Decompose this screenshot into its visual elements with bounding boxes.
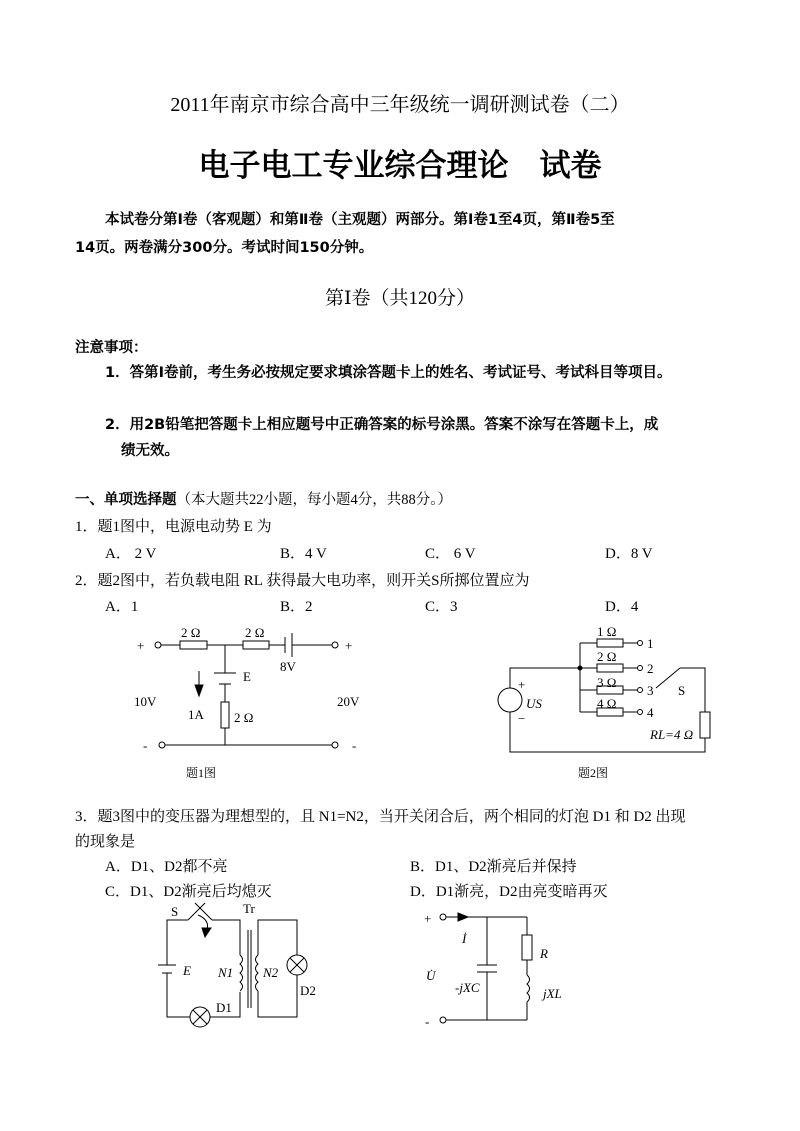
fig1-battery-label: 8V bbox=[280, 659, 296, 674]
fig3-d1-label: D1 bbox=[216, 1000, 232, 1015]
fig3-n1-label: N1 bbox=[218, 965, 234, 980]
fig4-cap-label: -jXC bbox=[455, 980, 480, 995]
fig2-r2-label: 2 Ω bbox=[597, 649, 617, 664]
q1-option-a: A． 2 V bbox=[105, 546, 157, 562]
q3-option-a: A．D1、D2都不亮 bbox=[105, 859, 228, 875]
fig1-emf-label: E bbox=[243, 669, 251, 684]
fig2-r3-label: 3 Ω bbox=[597, 675, 617, 690]
fig1-r1-label: 2 Ω bbox=[181, 625, 201, 640]
q2-option-d: D．4 bbox=[605, 599, 639, 615]
q2-option-b: B．2 bbox=[280, 599, 313, 615]
fig2-switch-blade bbox=[656, 668, 680, 688]
fig3-emf-label: E bbox=[183, 963, 191, 978]
q2-option-a: A．1 bbox=[105, 599, 139, 615]
fig2-plus: + bbox=[518, 677, 526, 692]
q1-stem: 1．题1图中，电源电动势 E 为 bbox=[75, 519, 272, 535]
figure-1-circuit bbox=[155, 633, 338, 748]
fig1-minus-left: - bbox=[143, 738, 148, 753]
note-2-line1: 2．用2B铅笔把答题卡上相应题号中正确答案的标号涂黑。答案不涂写在答题卡上，成 bbox=[105, 417, 659, 433]
fig1-r3-label: 2 Ω bbox=[234, 710, 254, 725]
q3-option-d: D．D1渐亮，D2由亮变暗再灭 bbox=[410, 884, 608, 900]
fig4-minus: - bbox=[425, 1014, 430, 1029]
section1-title: 一、单项选择题 bbox=[75, 492, 177, 508]
intro-line1: 本试卷分第Ⅰ卷（客观题）和第Ⅱ卷（主观题）两部分。第Ⅰ卷1至4页，第Ⅱ卷5至 bbox=[105, 212, 615, 228]
fig3-d2-label: D2 bbox=[300, 983, 316, 998]
fig2-r4-label: 4 Ω bbox=[597, 696, 617, 711]
fig1-current-label: 1A bbox=[188, 707, 204, 722]
fig4-res-label: R bbox=[540, 946, 548, 961]
q3-stem-line1: 3．题3图中的变压器为理想型的，且 N1=N2，当开关闭合后，两个相同的灯泡 D1 和 D2 出现 bbox=[75, 809, 686, 825]
fig1-minus-right: - bbox=[352, 738, 357, 753]
fig3-n2-label: N2 bbox=[263, 965, 279, 980]
note-1: 1．答第Ⅰ卷前，考生务必按规定要求填涂答题卡上的姓名、考试证号、考试科目等项目。 bbox=[105, 365, 672, 381]
fig1-plus-right: + bbox=[345, 638, 353, 653]
fig2-switch-label: S bbox=[678, 683, 686, 698]
q2-stem: 2．题2图中，若负载电阻 RL 获得最大电功率，则开关S所掷位置应为 bbox=[75, 573, 530, 589]
intro-line2: 14页。两卷满分300分。考试时间150分钟。 bbox=[75, 240, 374, 256]
fig2-terminal-1: 1 bbox=[647, 636, 654, 651]
fig1-left-voltage: 10V bbox=[134, 694, 157, 709]
q2-option-c: C．3 bbox=[425, 599, 458, 615]
figure-4-circuit bbox=[440, 913, 532, 1023]
fig1-right-voltage: 20V bbox=[337, 694, 360, 709]
fig4-plus: + bbox=[424, 911, 432, 926]
exam-subtitle: 2011年南京市综合高中三年级统一调研测试卷（二） bbox=[170, 94, 630, 116]
fig4-current-label: İ bbox=[462, 931, 467, 946]
q3-option-b: B．D1、D2渐亮后并保持 bbox=[410, 859, 577, 875]
fig1-caption: 题1图 bbox=[186, 766, 217, 780]
q1-option-c: C． 6 V bbox=[425, 546, 476, 562]
fig1-plus-left: + bbox=[137, 638, 145, 653]
notes-title: 注意事项： bbox=[75, 340, 148, 356]
fig2-terminal-4: 4 bbox=[647, 705, 654, 720]
fig1-r2-label: 2 Ω bbox=[245, 625, 265, 640]
q3-stem-line2: 的现象是 bbox=[75, 834, 136, 850]
q3-option-c: C．D1、D2渐亮后均熄灭 bbox=[105, 884, 272, 900]
q1-option-b: B．4 V bbox=[280, 546, 327, 562]
q1-option-d: D．8 V bbox=[605, 546, 653, 562]
fig2-r1-label: 1 Ω bbox=[597, 624, 617, 639]
fig4-ind-label: jXL bbox=[543, 986, 562, 1001]
section1-note: （本大题共22小题，每小题4分，共88分。） bbox=[176, 492, 452, 508]
fig2-load-label: RL=4 Ω bbox=[650, 727, 694, 742]
fig3-switch-label: S bbox=[171, 904, 179, 919]
fig2-source-label: US bbox=[526, 696, 542, 711]
fig3-transformer-label: Tr bbox=[243, 901, 255, 916]
part1-title: 第Ⅰ卷（共120分） bbox=[324, 288, 475, 309]
fig2-terminal-2: 2 bbox=[647, 661, 654, 676]
fig2-terminal-3: 3 bbox=[647, 683, 654, 698]
fig4-voltage-label: U̇ bbox=[426, 968, 436, 983]
fig2-caption: 题2图 bbox=[578, 766, 609, 780]
fig2-minus: − bbox=[518, 711, 526, 726]
note-2-line2: 绩无效。 bbox=[121, 443, 179, 459]
exam-title: 电子电工专业综合理论 试卷 bbox=[198, 148, 602, 184]
